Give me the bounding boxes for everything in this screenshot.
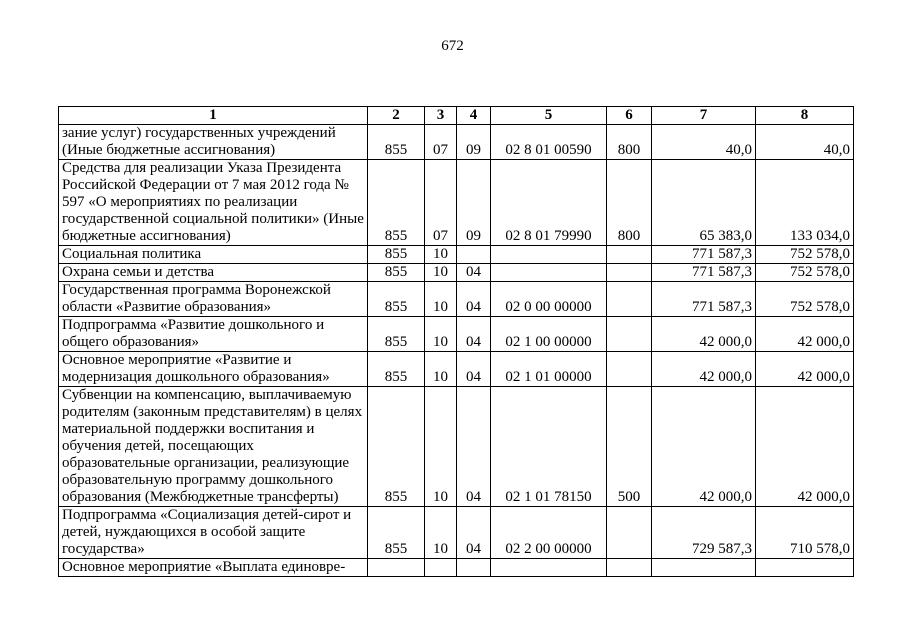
amount-col-8: 42 000,0 <box>756 317 854 352</box>
department-code: 855 <box>368 125 425 160</box>
expense-type <box>607 352 652 387</box>
subsection-code: 04 <box>457 387 491 507</box>
section-code: 10 <box>425 507 457 559</box>
item-name: Субвенции на компенсацию, выплачиваемую родителям (законным представителям) в целях материальной поддержки воспитания и обучения детей, посещающих образовательные организации, реализующие образовательную программу дошкольного образования (Межбюджетные трансферты) <box>59 387 368 507</box>
target-article: 02 2 00 00000 <box>491 507 607 559</box>
subsection-code: 09 <box>457 160 491 246</box>
expense-type: 800 <box>607 125 652 160</box>
target-article: 02 8 01 79990 <box>491 160 607 246</box>
target-article <box>491 264 607 282</box>
item-name: Подпрограмма «Развитие дошкольного и общего образования» <box>59 317 368 352</box>
section-code: 07 <box>425 160 457 246</box>
expense-type <box>607 282 652 317</box>
header-col-2: 2 <box>368 107 425 125</box>
amount-col-7: 729 587,3 <box>652 507 756 559</box>
expense-type <box>607 317 652 352</box>
section-code: 10 <box>425 352 457 387</box>
department-code: 855 <box>368 264 425 282</box>
section-code: 10 <box>425 317 457 352</box>
expense-type: 800 <box>607 160 652 246</box>
amount-col-7: 42 000,0 <box>652 352 756 387</box>
item-name: Основное мероприятие «Развитие и модернизация дошкольного образования» <box>59 352 368 387</box>
header-row <box>59 107 854 125</box>
target-article: 02 0 00 00000 <box>491 282 607 317</box>
item-name: Охрана семьи и детства <box>59 264 368 282</box>
section-code: 10 <box>425 282 457 317</box>
section-code: 07 <box>425 125 457 160</box>
subsection-code: 04 <box>457 264 491 282</box>
department-code <box>368 559 425 577</box>
target-article <box>491 246 607 264</box>
section-code: 10 <box>425 246 457 264</box>
header-col-3: 3 <box>425 107 457 125</box>
section-code: 10 <box>425 387 457 507</box>
amount-col-7: 771 587,3 <box>652 246 756 264</box>
expense-type: 500 <box>607 387 652 507</box>
department-code: 855 <box>368 246 425 264</box>
amount-col-7: 771 587,3 <box>652 264 756 282</box>
amount-col-8: 42 000,0 <box>756 352 854 387</box>
header-col-6: 6 <box>607 107 652 125</box>
subsection-code <box>457 559 491 577</box>
table-row <box>59 246 854 264</box>
amount-col-7: 40,0 <box>652 125 756 160</box>
item-name: Социальная политика <box>59 246 368 264</box>
department-code: 855 <box>368 317 425 352</box>
header-col-8: 8 <box>756 107 854 125</box>
subsection-code: 09 <box>457 125 491 160</box>
header-col-7: 7 <box>652 107 756 125</box>
amount-col-8: 710 578,0 <box>756 507 854 559</box>
amount-col-7: 42 000,0 <box>652 387 756 507</box>
amount-col-7: 42 000,0 <box>652 317 756 352</box>
expense-type <box>607 507 652 559</box>
header-col-4: 4 <box>457 107 491 125</box>
page-number: 672 <box>441 38 464 54</box>
department-code: 855 <box>368 387 425 507</box>
amount-col-7: 65 383,0 <box>652 160 756 246</box>
subsection-code: 04 <box>457 317 491 352</box>
target-article <box>491 559 607 577</box>
amount-col-8 <box>756 559 854 577</box>
table-row <box>59 387 854 507</box>
item-name: зание услуг) государственных учреждений (Иные бюджетные ассигнования) <box>59 125 368 160</box>
subsection-code: 04 <box>457 352 491 387</box>
table-row <box>59 282 854 317</box>
department-code: 855 <box>368 160 425 246</box>
table-row <box>59 507 854 559</box>
item-name: Основное мероприятие «Выплата единовре- <box>59 559 368 577</box>
department-code: 855 <box>368 352 425 387</box>
item-name: Государственная программа Воронежской области «Развитие образования» <box>59 282 368 317</box>
table-row <box>59 352 854 387</box>
header-col-1: 1 <box>59 107 368 125</box>
target-article: 02 1 01 00000 <box>491 352 607 387</box>
section-code: 10 <box>425 264 457 282</box>
table-row <box>59 559 854 577</box>
expense-type <box>607 264 652 282</box>
table-row <box>59 317 854 352</box>
department-code: 855 <box>368 282 425 317</box>
amount-col-8: 133 034,0 <box>756 160 854 246</box>
table-row <box>59 160 854 246</box>
item-name: Подпрограмма «Социализация детей-сирот и детей, нуждающихся в особой защите государства» <box>59 507 368 559</box>
expense-type <box>607 246 652 264</box>
amount-col-8: 752 578,0 <box>756 246 854 264</box>
expense-type <box>607 559 652 577</box>
amount-col-8: 752 578,0 <box>756 264 854 282</box>
subsection-code <box>457 246 491 264</box>
subsection-code: 04 <box>457 282 491 317</box>
table-row <box>59 125 854 160</box>
budget-table <box>58 106 854 577</box>
header-col-5: 5 <box>491 107 607 125</box>
amount-col-7: 771 587,3 <box>652 282 756 317</box>
item-name: Средства для реализации Указа Президента Российской Федерации от 7 мая 2012 года № 597 «О мероприятиях по реализации государственной социальной политики» (Иные бюджетные ассигнования) <box>59 160 368 246</box>
amount-col-8: 752 578,0 <box>756 282 854 317</box>
section-code <box>425 559 457 577</box>
target-article: 02 8 01 00590 <box>491 125 607 160</box>
table-row <box>59 264 854 282</box>
department-code: 855 <box>368 507 425 559</box>
target-article: 02 1 00 00000 <box>491 317 607 352</box>
amount-col-8: 40,0 <box>756 125 854 160</box>
amount-col-7 <box>652 559 756 577</box>
target-article: 02 1 01 78150 <box>491 387 607 507</box>
subsection-code: 04 <box>457 507 491 559</box>
amount-col-8: 42 000,0 <box>756 387 854 507</box>
